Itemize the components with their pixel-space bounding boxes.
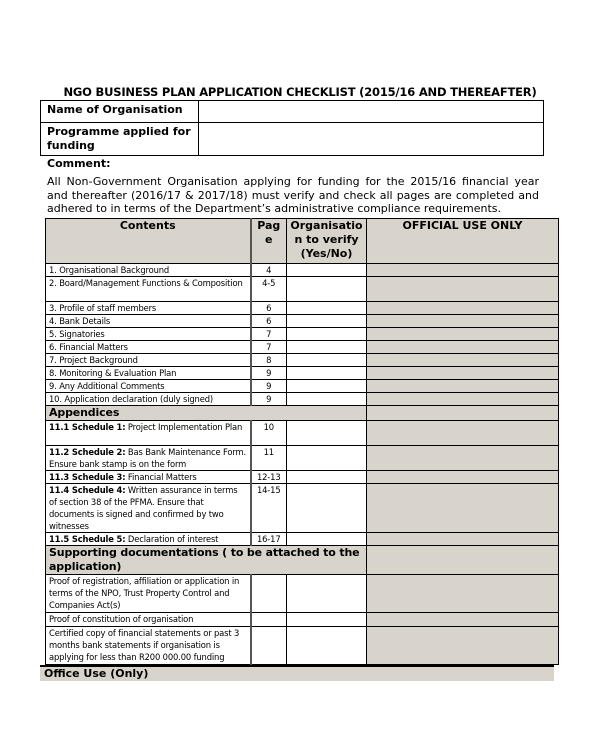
row-page: 6 [251,315,287,328]
official-use-cell [367,406,559,421]
checklist-table [45,218,559,665]
section-row [46,546,559,575]
row-label [46,421,251,446]
row-label [46,315,251,328]
section-row [46,406,559,421]
row-label [46,302,251,315]
verify-cell[interactable] [287,484,367,533]
org-name-field[interactable] [199,101,544,123]
row-label [46,380,251,393]
supporting-label: Certified copy of financial statements or past 3 months bank statements if organisation is applying for less than R200 000.00 funding [49,628,240,662]
table-row [46,302,559,315]
schedule-number: 11.1 Schedule 1: [49,422,126,432]
official-use-cell [367,328,559,341]
schedule-label: Declaration of interest [125,534,219,544]
section-heading: Supporting documentations ( to be attached to the application) [46,546,367,575]
table-row [46,380,559,393]
official-use-cell [367,421,559,446]
official-use-cell [367,341,559,354]
organisation-info-table [40,100,544,156]
official-use-cell [367,277,559,302]
table-header-row [46,219,559,264]
table-row [46,328,559,341]
row-label [46,277,251,302]
section-heading: Appendices [46,406,367,421]
official-use-cell [367,380,559,393]
row-page: 8 [251,354,287,367]
verify-cell[interactable] [287,393,367,406]
comment-text: All Non-Government Organisation applying for funding for the 2015/16 financial year and thereafter (2016/17 & 2017/18) must verify and check all pages are completed and adhered to in terms of the Department’s administrative compliance requirements. [47,175,539,215]
item-label: 8. Monitoring & Evaluation Plan [49,368,177,378]
row-page [251,575,287,613]
table-row [46,484,559,533]
verify-cell[interactable] [287,421,367,446]
row-label [46,575,251,613]
verify-cell[interactable] [287,328,367,341]
verify-cell[interactable] [287,575,367,613]
verify-cell[interactable] [287,471,367,484]
item-label: 5. Signatories [49,329,105,339]
row-page: 7 [251,341,287,354]
verify-cell[interactable] [287,354,367,367]
schedule-number: 11.2 Schedule 2: [49,447,126,457]
verify-cell[interactable] [287,367,367,380]
official-use-cell [367,367,559,380]
table-row [46,354,559,367]
document-title: NGO BUSINESS PLAN APPLICATION CHECKLIST (2015/16 AND THEREAFTER) [63,85,537,99]
item-label: 1. Organisational Background [49,265,170,275]
programme-label: Programme applied for funding [41,123,199,156]
table-row [46,575,559,613]
row-page: 11 [251,446,287,471]
official-use-cell [367,393,559,406]
row-label [46,393,251,406]
row-page [251,627,287,665]
row-page: 4-5 [251,277,287,302]
verify-cell[interactable] [287,315,367,328]
table-row [46,421,559,446]
table-row [46,264,559,277]
row-label [46,446,251,471]
verify-cell[interactable] [287,302,367,315]
header-page: Page [251,219,287,264]
verify-cell[interactable] [287,380,367,393]
row-page: 10 [251,421,287,446]
row-page: 14-15 [251,484,287,533]
schedule-label: Written assurance in terms of section 38 of the PFMA. Ensure that documents is signed and confirmed by two witnesses [49,485,238,531]
office-use-row [40,665,554,681]
row-label [46,627,251,665]
row-page [251,613,287,627]
official-use-cell [367,575,559,613]
row-page: 9 [251,393,287,406]
row-page: 4 [251,264,287,277]
schedule-label: Bas Bank Maintenance Form. Ensure bank stamp is on the form [49,447,246,469]
comment-heading: Comment: [47,157,111,170]
verify-cell[interactable] [287,627,367,665]
schedule-number: 11.5 Schedule 5: [49,534,126,544]
table-row [46,627,559,665]
row-page: 9 [251,367,287,380]
verify-cell[interactable] [287,446,367,471]
row-page: 16-17 [251,533,287,546]
header-verify: Organisation to verify (Yes/No) [287,219,367,264]
row-label [46,367,251,380]
checklist-section [45,218,559,681]
official-use-cell [367,302,559,315]
programme-field[interactable] [199,123,544,156]
official-use-cell [367,315,559,328]
supporting-label: Proof of registration, affiliation or application in terms of the NPO, Trust Property Control and Companies Act(s) [49,576,240,610]
row-page: 9 [251,380,287,393]
verify-cell[interactable] [287,341,367,354]
row-label [46,354,251,367]
official-use-cell [367,264,559,277]
item-label: 10. Application declaration (duly signed) [49,394,213,404]
schedule-number: 11.3 Schedule 3: [49,472,126,482]
table-row [46,341,559,354]
row-label [46,484,251,533]
official-use-cell [367,533,559,546]
row-label [46,533,251,546]
item-label: 7. Project Background [49,355,138,365]
table-row [46,446,559,471]
row-page: 6 [251,302,287,315]
item-label: 3. Profile of staff members [49,303,157,313]
header-contents: Contents [46,219,251,264]
row-label [46,264,251,277]
schedule-label: Financial Matters [125,472,197,482]
schedule-number: 11.4 Schedule 4: [49,485,126,495]
verify-cell[interactable] [287,264,367,277]
row-label [46,613,251,627]
official-use-cell [367,546,559,575]
table-row [46,533,559,546]
header-official: OFFICIAL USE ONLY [367,219,559,264]
item-label: 2. Board/Management Functions & Composition [49,278,243,288]
table-row [46,367,559,380]
official-use-cell [367,613,559,627]
row-page: 12-13 [251,471,287,484]
table-row [46,277,559,302]
row-label [46,471,251,484]
item-label: 9. Any Additional Comments [49,381,165,391]
table-row [46,315,559,328]
table-row [46,471,559,484]
item-label: 6. Financial Matters [49,342,128,352]
verify-cell[interactable] [287,533,367,546]
official-use-cell [367,484,559,533]
official-use-cell [367,627,559,665]
official-use-cell [367,471,559,484]
item-label: 4. Bank Details [49,316,111,326]
verify-cell[interactable] [287,277,367,302]
verify-cell[interactable] [287,613,367,627]
schedule-label: Project Implementation Plan [125,422,243,432]
supporting-label: Proof of constitution of organisation [49,614,194,624]
official-use-cell [367,354,559,367]
row-label [46,341,251,354]
table-row [46,393,559,406]
table-row [46,613,559,627]
row-page: 7 [251,328,287,341]
row-label [46,328,251,341]
official-use-cell [367,446,559,471]
office-use-label: Office Use (Only) [44,667,149,680]
org-name-label: Name of Organisation [41,101,199,123]
